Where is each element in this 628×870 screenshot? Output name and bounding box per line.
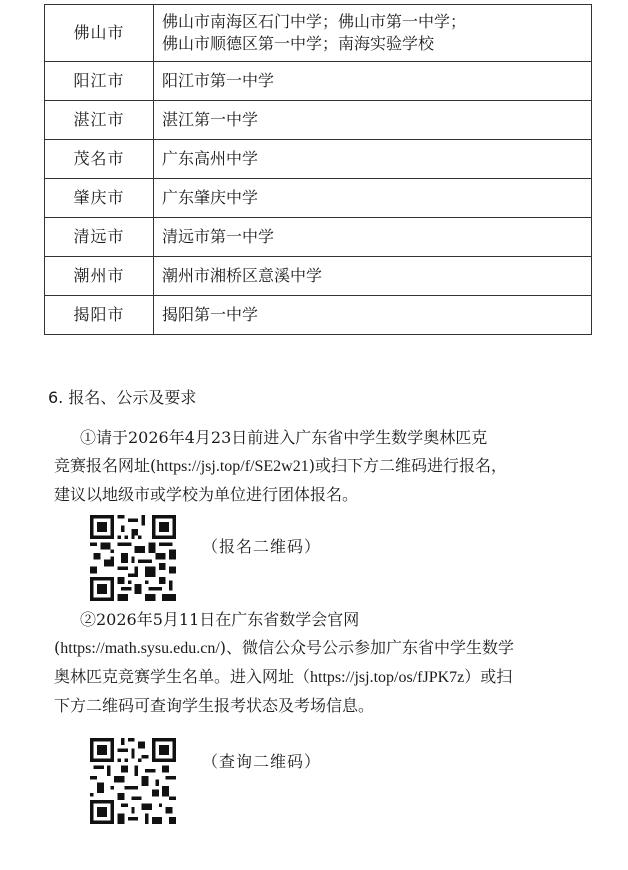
table-row: [45, 179, 592, 218]
city-cell: 清远市: [45, 218, 154, 257]
school-cell: 广东高州中学: [154, 140, 592, 179]
qr-code-icon: [90, 738, 176, 824]
registration-qr-code: [90, 515, 176, 601]
query-qr-code: [90, 738, 176, 824]
school-line: 佛山市南海区石门中学；佛山市第一中学；: [162, 12, 467, 31]
exam-site-table: [44, 4, 592, 335]
text-fragment: )、微信公众号公示参加广东省中学生数学: [219, 638, 515, 657]
table-row: [45, 5, 592, 62]
school-cell: 阳江市第一中学: [154, 62, 592, 101]
text-fragment: (: [54, 638, 61, 657]
section-title: 6. 报名、公示及要求: [48, 388, 197, 407]
text-line: [54, 634, 594, 663]
school-cell: 潮州市湘桥区意溪中学: [154, 257, 592, 296]
school-cell: 揭阳第一中学: [154, 296, 592, 335]
text-fragment: )或扫下方二维码进行报名，: [308, 456, 507, 475]
city-cell: 阳江市: [45, 62, 154, 101]
registration-qr-label: （报名二维码）: [202, 537, 322, 556]
text-fragment: ）或扫: [464, 667, 513, 686]
query-qr-label: （查询二维码）: [202, 752, 322, 771]
city-cell: 肇庆市: [45, 179, 154, 218]
city-cell: 湛江市: [45, 101, 154, 140]
table-row: [45, 257, 592, 296]
table-row: [45, 296, 592, 335]
table-row: [45, 101, 592, 140]
text-line: 下方二维码可查询学生报考状态及考场信息。: [54, 696, 375, 715]
school-cell: 广东肇庆中学: [154, 179, 592, 218]
text-line: 建议以地级市或学校为单位进行团体报名。: [54, 485, 359, 504]
math-society-link[interactable]: https://math.sysu.edu.cn/: [60, 640, 220, 657]
text-line: ①请于2026年4月23日前进入广东省中学生数学奥林匹克: [80, 428, 488, 447]
city-cell: 揭阳市: [45, 296, 154, 335]
text-line: [54, 452, 594, 481]
registration-link[interactable]: https://jsj.top/f/SE2w21: [156, 458, 309, 475]
query-link[interactable]: https://jsj.top/os/fJPK7z: [310, 669, 465, 686]
school-cell: 湛江第一中学: [154, 101, 592, 140]
announcement-paragraph: [54, 606, 594, 720]
city-cell: 茂名市: [45, 140, 154, 179]
table-row: [45, 140, 592, 179]
text-line: [54, 663, 594, 692]
table-row: [45, 62, 592, 101]
qr-code-icon: [90, 515, 176, 601]
text-fragment: 竞赛报名网址(: [54, 456, 157, 475]
text-line: ②2026年5月11日在广东省数学会官网: [80, 610, 360, 629]
school-cell: 清远市第一中学: [154, 218, 592, 257]
table-row: [45, 218, 592, 257]
school-cell: [154, 5, 592, 62]
text-fragment: 奥林匹克竞赛学生名单。进入网址（: [54, 667, 311, 686]
city-cell: 潮州市: [45, 257, 154, 296]
school-line: 佛山市顺德区第一中学；南海实验学校: [162, 34, 435, 53]
registration-paragraph: [54, 424, 594, 509]
city-cell: 佛山市: [45, 5, 154, 62]
